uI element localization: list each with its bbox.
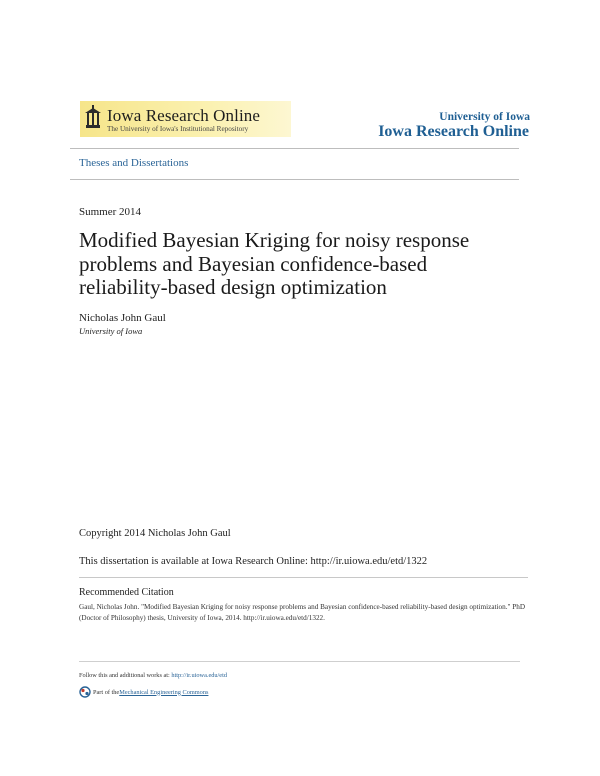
availability-statement: This dissertation is available at Iowa Research Online: http://ir.uiowa.edu/etd/1322 (79, 556, 428, 567)
copyright-statement: Copyright 2014 Nicholas John Gaul (79, 528, 231, 539)
citation-divider (79, 577, 528, 578)
header-divider (70, 148, 519, 149)
part-of-line (79, 686, 208, 698)
publication-date: Summer 2014 (79, 206, 142, 218)
part-of-text: Part of the (93, 688, 120, 696)
author-affiliation: University of Iowa (79, 326, 143, 336)
follow-line (79, 672, 227, 679)
university-name[interactable]: University of Iowa (439, 111, 530, 123)
collection-divider (70, 179, 519, 180)
banner-tagline: The University of Iowa's Institutional Repository (107, 125, 249, 133)
recommended-citation-text: Gaul, Nicholas John. "Modified Bayesian Kriging for noisy response problems and Bayesian confidence-based reliability-based design optimization." PhD (Doctor of Philosophy) thesis, University of Iowa, 2014. http://ir.uiowa.edu/etd/1322. (79, 603, 526, 622)
follow-text: Follow this and additional works at: (79, 672, 172, 679)
follow-link[interactable]: http://ir.uiowa.edu/etd (171, 672, 227, 679)
recommended-citation-heading: Recommended Citation (79, 587, 174, 598)
iro-logo-banner[interactable] (80, 101, 291, 137)
author-name: Nicholas John Gaul (79, 312, 166, 324)
footer-divider (79, 661, 520, 662)
repository-name[interactable]: Iowa Research Online (378, 123, 529, 140)
commons-link[interactable]: Mechanical Engineering Commons (119, 688, 209, 696)
banner-title: Iowa Research Online (107, 106, 261, 125)
commons-network-icon (79, 686, 91, 698)
document-title: Modified Bayesian Kriging for noisy response problems and Bayesian confidence-based reliability-based design optimization (79, 228, 470, 299)
iowa-emblem-icon (84, 105, 102, 131)
collection-link[interactable]: Theses and Dissertations (79, 157, 189, 169)
